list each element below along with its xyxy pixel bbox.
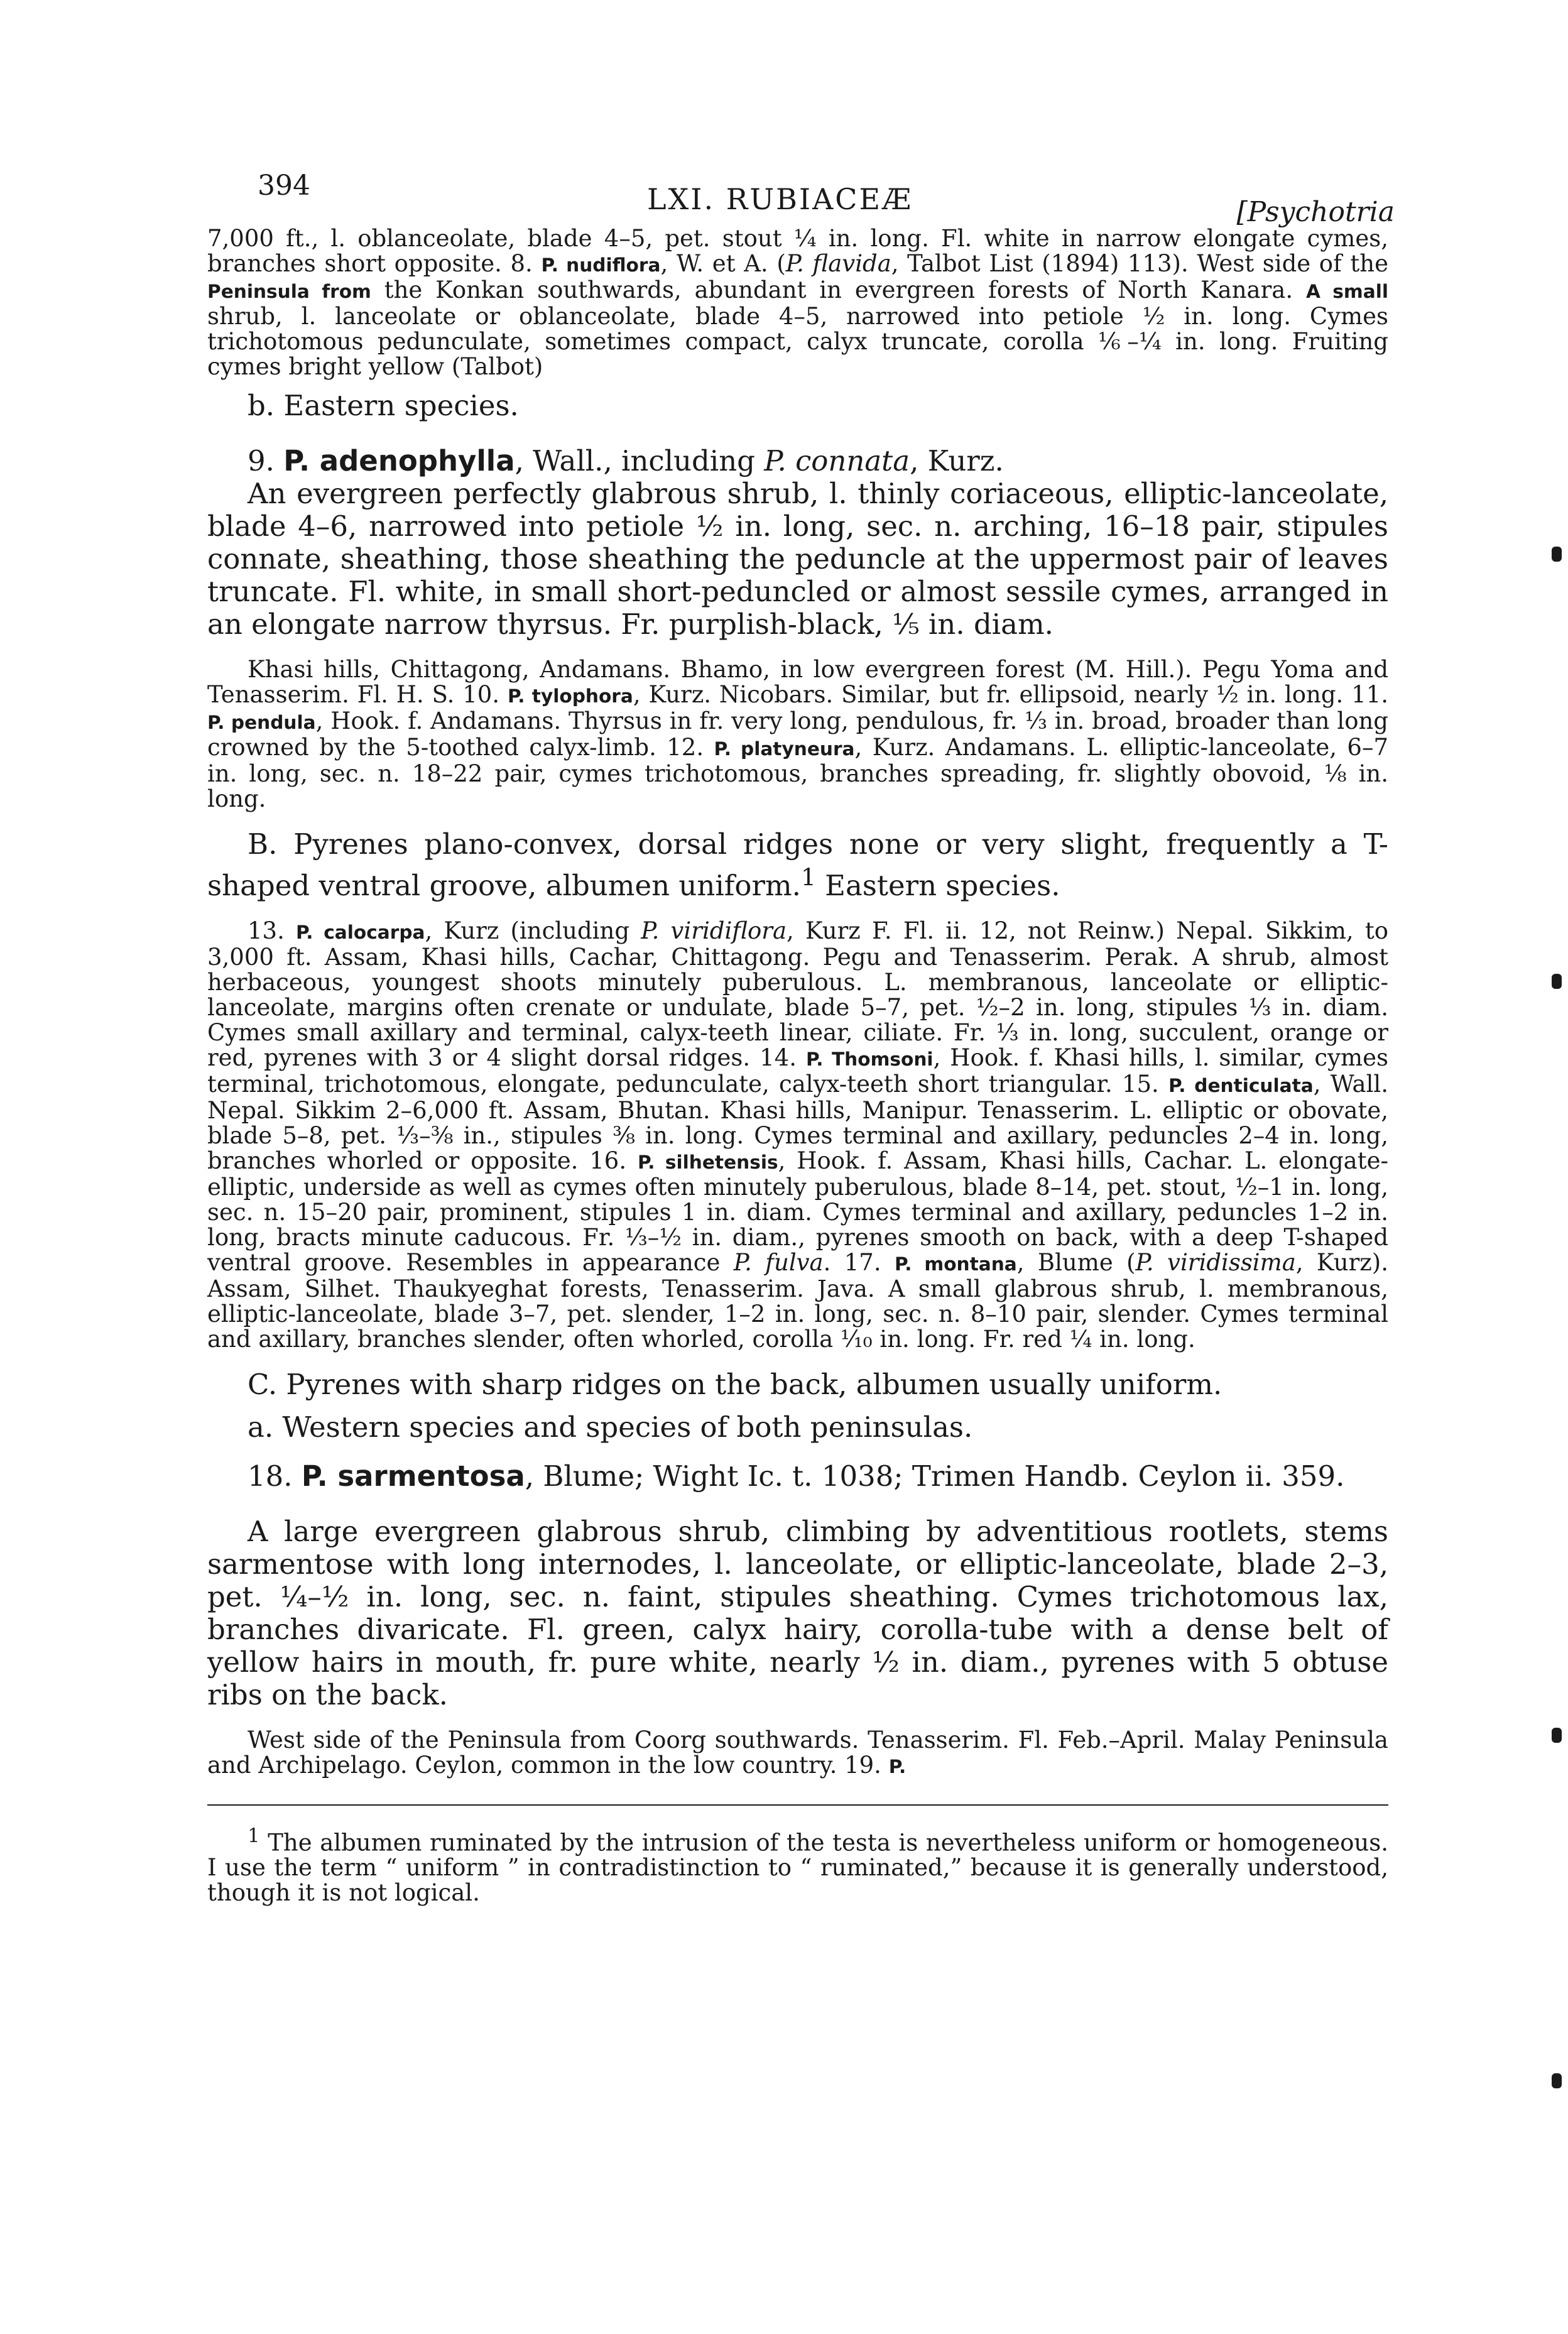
running-head: [Psychotria bbox=[1236, 196, 1395, 228]
species-name: P. calocarpa bbox=[296, 922, 425, 943]
species-name: P. platyneura bbox=[714, 738, 855, 760]
species-9-distribution: Khasi hills, Chittagong, Andamans. Bhamo, in low evergreen forest (M. Hill.). Pegu Yoma and Tenasserim. Fl. H. S. 10. P. tylophora, Kurz. Nicobars. Similar, but fr. ellipsoid, nearly ½ in. long. 11. P. pendula, Hook. f. Andamans. Thyrsus in fr. very long, pendulous, fr. ⅓ in. broad, broader than long crowned by the 5-toothed calyx-limb. 12. P. platyneura, Kurz. Andamans. L. elliptic-lanceolate, 6–7 in. long, sec. n. 18–22 pair, cymes trichotomous, branches spreading, fr. slightly obovoid, ⅛ in. long. bbox=[207, 656, 1389, 812]
section-b-heading: B. Pyrenes plano-convex, dorsal ridges none or very slight, frequently a T-shaped ventral groove, albumen uniform.$^1$ Eastern species. bbox=[207, 827, 1388, 902]
subsection-b-heading: b. Eastern species. bbox=[248, 389, 519, 422]
species-name: P. denticulata bbox=[1168, 1075, 1314, 1096]
margin-mark bbox=[1552, 2073, 1562, 2088]
emphasis-a-small: A small bbox=[1305, 281, 1388, 302]
margin-mark bbox=[1552, 547, 1562, 562]
margin-mark bbox=[1552, 1728, 1562, 1743]
species-name: P. silhetensis bbox=[637, 1152, 778, 1173]
species-name: P. bbox=[888, 1756, 906, 1777]
species-18-heading: 18. P. sarmentosa, Blume; Wight Ic. t. 1038; Trimen Handb. Ceylon ii. 359. bbox=[248, 1459, 1345, 1493]
family-title: LXI. RUBIACEÆ bbox=[647, 182, 913, 216]
species-name: P. nudiflora bbox=[541, 254, 661, 276]
margin-mark bbox=[1552, 974, 1562, 989]
species-9-description: An evergreen perfectly glabrous shrub, l. thinly coriaceous, elliptic-lanceolate, blade 4–6, narrowed into petiole ½ in. long, sec. n. arching, 16–18 pair, stipules connate, sheathing, those sheathing the peduncle at the uppermost pair of leaves truncate. Fl. white, in small short-peduncled or almost sessile cymes, arranged in an elongate narrow thyrsus. Fr. purplish-black, ⅕ in. diam. bbox=[207, 477, 1388, 641]
footnote-marker: 1 bbox=[248, 1824, 260, 1847]
species-name: P. tylophora bbox=[507, 685, 633, 707]
continuation-paragraph: 7,000 ft., l. oblanceolate, blade 4–5, pet. stout ¼ in. long. Fl. white in narrow elongate cymes, branches short opposite. 8. P. nudiflora, W. et A. (P. flavida, Talbot List (1894) 113). West side of the Peninsula from the Konkan southwards, abundant in evergreen forests of North Kanara. A small shrub, l. lanceolate or oblanceolate, blade 4–5, narrowed into petiole ½ in. long. Cymes trichotomous pedunculate, sometimes compact, calyx truncate, corolla ⅙–¼ in. long. Fruiting cymes bright yellow (Talbot) bbox=[207, 225, 1388, 380]
species-name: P. pendula bbox=[207, 712, 316, 733]
species-18-description: A large evergreen glabrous shrub, climbing by adventitious rootlets, stems sarmentose with long internodes, l. lanceolate, or elliptic-lanceolate, blade 2–3, pet. ¼–½ in. long, sec. n. faint, stipules sheathing. Cymes trichotomous lax, branches divaricate. Fl. green, calyx hairy, corolla-tube with a dense belt of yellow hairs in mouth, fr. pure white, nearly ½ in. diam., pyrenes with 5 obtuse ribs on the back. bbox=[207, 1515, 1388, 1711]
species-13-17-paragraph: 13. P. calocarpa, Kurz (including P. viridiflora, Kurz F. Fl. ii. 12, not Reinw.) Nepal. Sikkim, to 3,000 ft. Assam, Khasi hills, Cachar, Chittagong. Pegu and Tenasserim. Perak. A shrub, almost herbaceous, youngest shoots minutely puberulous. L. membranous, lanceolate or elliptic-lanceolate, margins often crenate or undulate, blade 5–7, pet. ½–2 in. long, stipules ⅓ in. diam. Cymes small axillary and terminal, calyx-teeth linear, ciliate. Fr. ⅓ in. long, succulent, orange or red, pyrenes with 3 or 4 slight dorsal ridges. 14. P. Thomsoni, Hook. f. Khasi hills, l. similar, cymes terminal, trichotomous, elongate, pedunculate, calyx-teeth short triangular. 15. P. denticulata, Wall. Nepal. Sikkim 2–6,000 ft. Assam, Bhutan. Khasi hills, Manipur. Tenasserim. L. elliptic or obovate, blade 5–8, pet. ⅓–⅜ in., stipules ⅜ in. long. Cymes terminal and axillary, peduncles 2–4 in. long, branches whorled or opposite. 16. P. silhetensis, Hook. f. Assam, Khasi hills, Cachar. L. elongate-elliptic, underside as well as cymes often minutely puberulous, blade 8–14, pet. stout, ½–1 in. long, sec. n. 15–20 pair, prominent, stipules 1 in. diam. Cymes terminal and axillary, peduncles 1–2 in. long, bracts minute caducous. Fr. ⅓–½ in. diam., pyrenes smooth on back, with a deep T-shaped ventral groove. Resembles in appearance P. fulva. 17. P. montana, Blume (P. viridissima, Kurz). Assam, Silhet. Thaukyeghat forests, Tenasserim. Java. A small glabrous shrub, l. membranous, elliptic-lanceolate, blade 3–7, pet. slender, 1–2 in. long, sec. n. 8–10 pair, slender. Cymes terminal and axillary, branches slender, often whorled, corolla ⅒ in. long. Fr. red ¼ in. long. bbox=[207, 917, 1389, 1353]
book-page bbox=[207, 157, 1395, 1907]
emphasis-peninsula: Peninsula from bbox=[207, 281, 371, 302]
species-name: P. montana bbox=[894, 1253, 1017, 1275]
species-18-distribution: West side of the Peninsula from Coorg southwards. Tenasserim. Fl. Feb.–April. Malay Peninsula and Archipelago. Ceylon, common in the low country. 19. P. bbox=[207, 1726, 1388, 1779]
section-c-heading: C. Pyrenes with sharp ridges on the back, albumen usually uniform. bbox=[248, 1368, 1222, 1401]
footnote-divider bbox=[207, 1804, 1388, 1806]
page-header bbox=[207, 157, 1395, 228]
page-number: 394 bbox=[258, 170, 310, 202]
species-name: P. Thomsoni bbox=[805, 1049, 934, 1070]
footnote-reference: 1 bbox=[800, 863, 816, 891]
subsection-a-heading: a. Western species and species of both peninsulas. bbox=[248, 1410, 973, 1444]
footnote: $^1$ The albumen ruminated by the intrusion of the testa is nevertheless uniform or homogeneous. I use the term “ uniform ” in contradistinction to “ ruminated,” because it is generally understood, though it is not logical. bbox=[207, 1824, 1388, 1907]
species-9-heading: 9. P. adenophylla, Wall., including P. connata, Kurz. bbox=[248, 444, 1004, 477]
species-name: P. adenophylla bbox=[283, 444, 515, 477]
species-name: P. sarmentosa bbox=[301, 1459, 525, 1493]
